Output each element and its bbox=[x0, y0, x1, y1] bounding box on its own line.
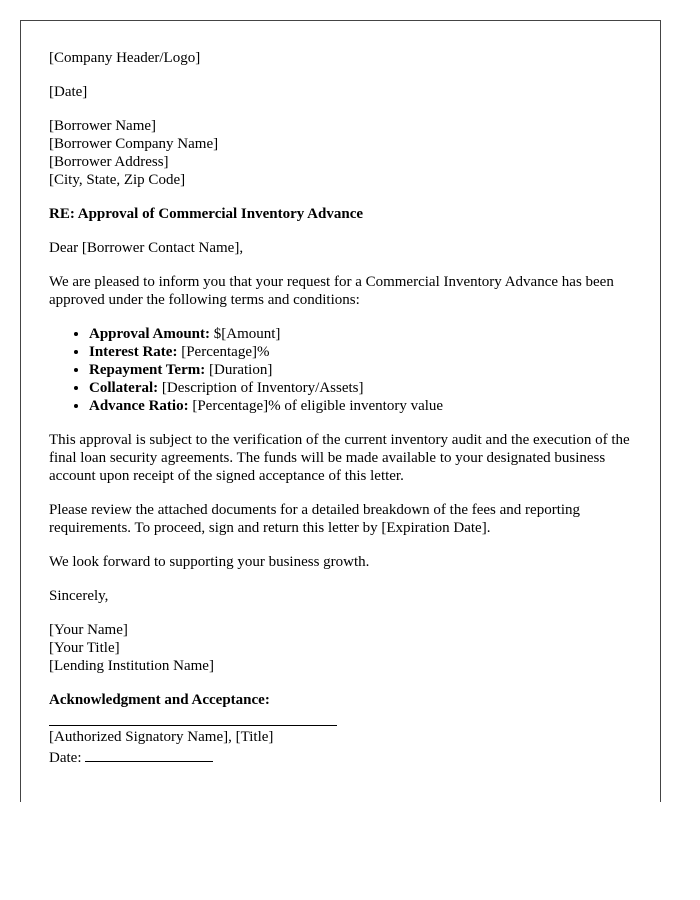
term-label: Approval Amount: bbox=[89, 326, 210, 342]
body-paragraph-review: Please review the attached documents for a detailed breakdown of the fees and reporting requirements. To proceed, sign and return this letter by [Expiration Date]. bbox=[49, 502, 581, 536]
term-item-collateral bbox=[89, 379, 639, 397]
salutation: Dear [Borrower Contact Name], bbox=[49, 240, 244, 256]
term-item-advance-ratio bbox=[89, 397, 639, 415]
term-value: [Percentage]% bbox=[177, 344, 270, 360]
sender-name: [Your Name] bbox=[49, 622, 128, 638]
signature-line bbox=[49, 725, 337, 726]
term-value: [Description of Inventory/Assets] bbox=[158, 380, 364, 396]
acknowledgment-heading: Acknowledgment and Acceptance: bbox=[49, 692, 270, 708]
term-label: Repayment Term: bbox=[89, 362, 206, 378]
recipient-company: [Borrower Company Name] bbox=[49, 136, 219, 152]
company-header-logo: [Company Header/Logo] bbox=[49, 50, 201, 66]
recipient-block bbox=[49, 117, 639, 189]
acknowledgment-date-row bbox=[49, 746, 639, 764]
signature-block bbox=[49, 621, 639, 675]
body-paragraph-closing: We look forward to supporting your business growth. bbox=[49, 554, 370, 570]
intro-paragraph: We are pleased to inform you that your request for a Commercial Inventory Advance has been approved under the following terms and conditions: bbox=[49, 274, 614, 308]
term-value: $[Amount] bbox=[210, 326, 281, 342]
term-label: Collateral: bbox=[89, 380, 159, 396]
acknowledgment-block bbox=[49, 728, 639, 764]
letter-content bbox=[49, 49, 639, 764]
recipient-city-state-zip: [City, State, Zip Code] bbox=[49, 172, 186, 188]
date-label: Date: bbox=[49, 750, 86, 766]
term-item-interest-rate bbox=[89, 343, 639, 361]
term-label: Interest Rate: bbox=[89, 344, 178, 360]
terms-list bbox=[49, 325, 639, 415]
recipient-address: [Borrower Address] bbox=[49, 154, 169, 170]
closing-salutation: Sincerely, bbox=[49, 588, 109, 604]
lending-institution: [Lending Institution Name] bbox=[49, 658, 214, 674]
sender-title: [Your Title] bbox=[49, 640, 120, 656]
recipient-name: [Borrower Name] bbox=[49, 118, 157, 134]
term-value: [Percentage]% of eligible inventory value bbox=[188, 398, 444, 414]
letter-date: [Date] bbox=[49, 84, 88, 100]
authorized-signatory: [Authorized Signatory Name], [Title] bbox=[49, 729, 274, 745]
term-item-repayment-term bbox=[89, 361, 639, 379]
date-blank-line bbox=[85, 746, 213, 762]
term-item-approval-amount bbox=[89, 325, 639, 343]
term-value: [Duration] bbox=[205, 362, 273, 378]
subject-line: RE: Approval of Commercial Inventory Advance bbox=[49, 206, 364, 222]
body-paragraph-conditions: This approval is subject to the verification of the current inventory audit and the execution of the final loan security agreements. The funds will be made available to your designated business account upon receipt of the signed acceptance of this letter. bbox=[49, 432, 630, 484]
letter-page bbox=[20, 20, 661, 802]
term-label: Advance Ratio: bbox=[89, 398, 189, 414]
